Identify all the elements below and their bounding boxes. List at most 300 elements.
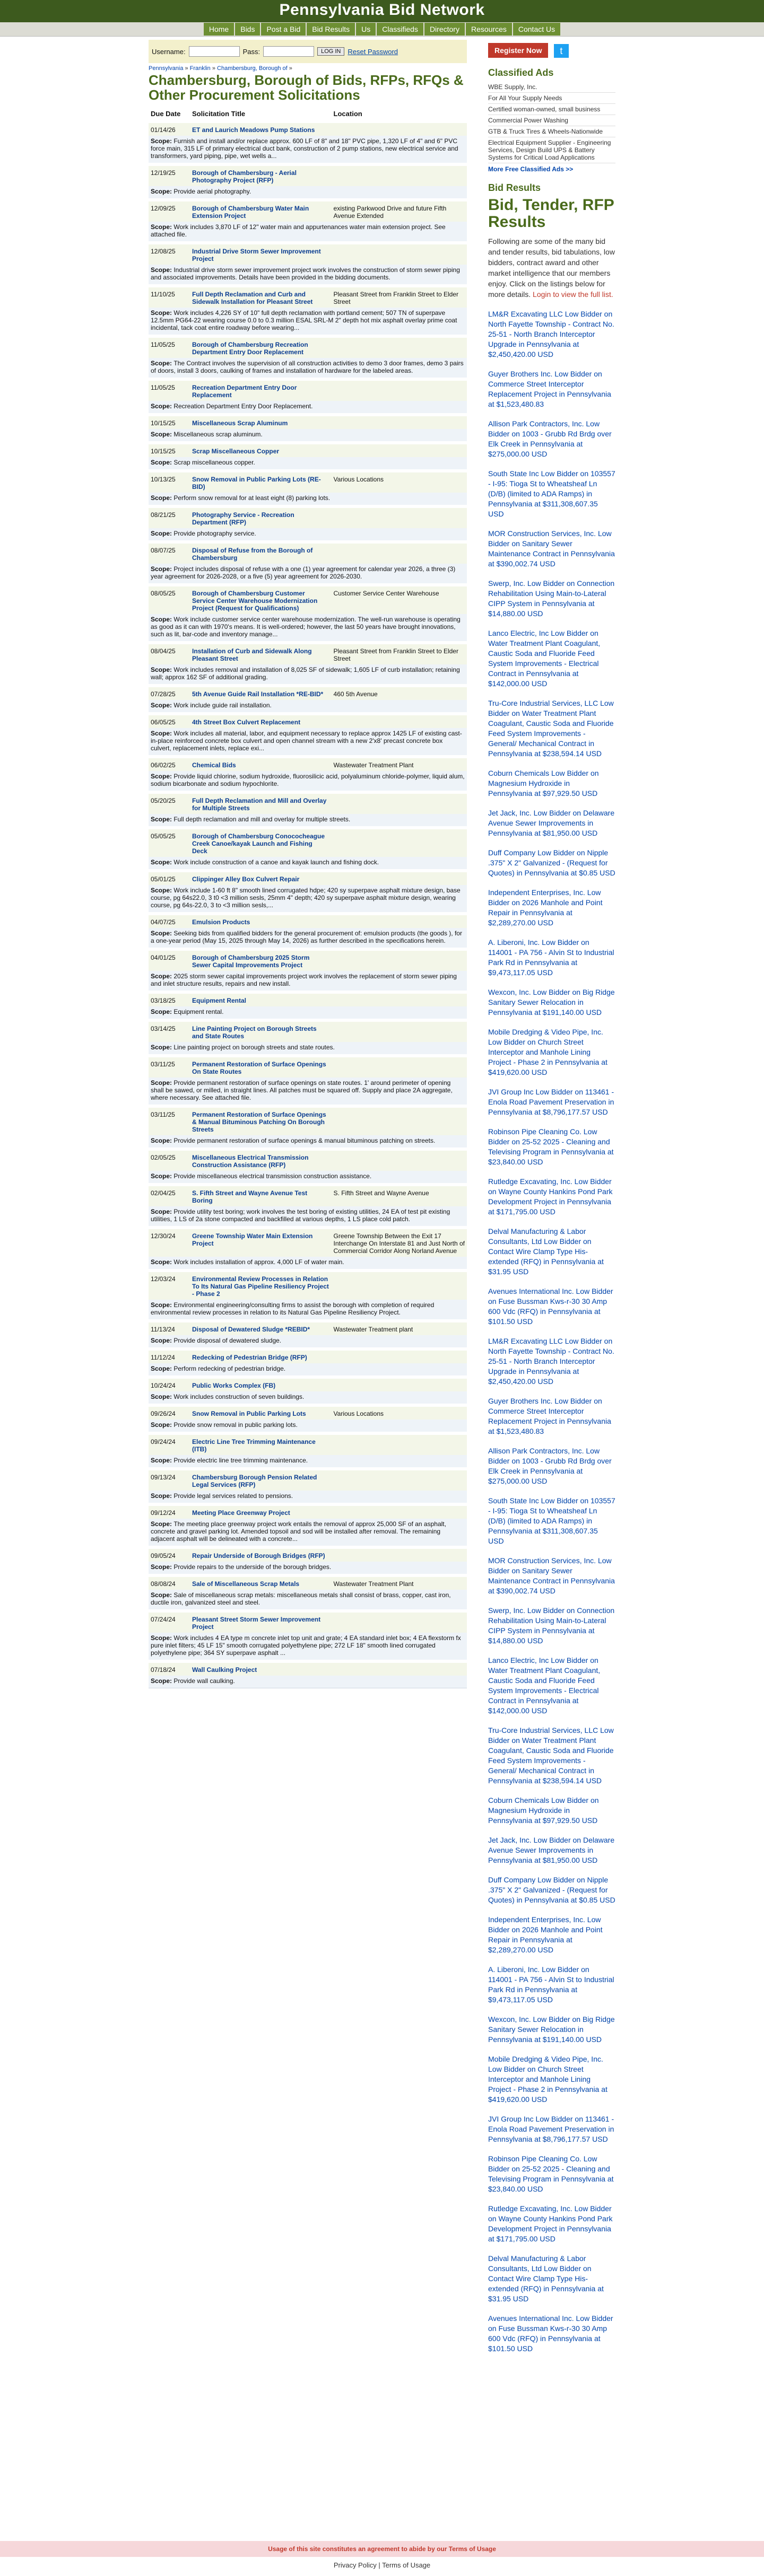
table-row <box>149 506 467 528</box>
classified-ad[interactable]: Electrical Equipment Supplier - Engineering Services, Design Build UPS & Battery Systems for Critical Load Applications <box>488 137 615 163</box>
main-column <box>149 37 467 1688</box>
scope-row <box>149 728 467 757</box>
table-row <box>149 949 467 971</box>
bid-result-item <box>488 2204 615 2244</box>
scope-cell <box>149 528 467 542</box>
solicitation-link[interactable]: Clippinger Alley Box Culvert Repair <box>192 875 300 883</box>
scope-label: Scope: <box>151 1337 174 1344</box>
table-row <box>149 1377 467 1391</box>
due-date: 12/09/25 <box>149 200 190 222</box>
due-date: 09/05/24 <box>149 1547 190 1562</box>
location: Wastewater Treatment Plant <box>332 757 467 771</box>
bid-result-link[interactable]: LM&R Excavating LLC Low Bidder on North Fayette Township - Contract No. 25-51 - North Branch Interceptor Upgrade in Pennsylvania at $2,450,420.00 USD <box>488 310 614 358</box>
scope-cell <box>149 1491 467 1504</box>
classified-ad[interactable]: Certified woman-owned, small business <box>488 104 615 115</box>
bid-result-link[interactable]: Tru-Core Industrial Services, LLC Low Bidder on Water Treatment Plant Coagulant, Caustic Soda and Fluoride Feed System Improvements - General/ Mechanical Contract in Pennsylvania at $238,594.14 USD <box>488 699 614 758</box>
table-row <box>149 1469 467 1491</box>
site-title[interactable]: Pennsylvania Bid Network <box>279 1 485 19</box>
scope-row <box>149 1391 467 1405</box>
bid-result-link[interactable]: South State Inc Low Bidder on 103557 - I-95: Tioga St to Wheatsheaf Ln (D/B) (limited to ADA Ramps) in Pennsylvania at $311,308,607.35 USD <box>488 469 615 518</box>
scope-text: Provide liquid chlorine, sodium hydroxide, fluorosilicic acid, polyaluminum chloride-polymer, liquid alum, sodium bicarbonate and sodium hypochlorite. <box>151 773 465 787</box>
nav-item[interactable]: Post a Bid <box>261 23 306 36</box>
table-row <box>149 542 467 564</box>
scope-cell <box>149 401 467 415</box>
solicitation-cell <box>190 585 332 614</box>
bid-result-link[interactable]: Wexcon, Inc. Low Bidder on Big Ridge Sanitary Sewer Relocation in Pennsylvania at $191,140.00 USD <box>488 988 615 1017</box>
solicitation-cell <box>190 871 332 885</box>
breadcrumb-item[interactable]: Franklin <box>189 65 211 72</box>
scope-cell <box>149 493 467 506</box>
scope-text: Perform redecking of pedestrian bridge. <box>173 1365 286 1372</box>
scope-label: Scope: <box>151 1677 174 1685</box>
breadcrumb-item[interactable]: Chambersburg, Borough of <box>217 65 288 72</box>
column-header-title: Solicitation Title <box>190 108 332 121</box>
username-label: Username: <box>152 47 186 56</box>
solicitation-link[interactable]: Equipment Rental <box>192 997 247 1004</box>
footer-links: Privacy Policy | Terms of Usage <box>333 2561 431 2569</box>
solicitation-link[interactable]: Chemical Bids <box>192 761 236 769</box>
scope-cell <box>149 358 467 379</box>
scope-cell <box>149 1420 467 1433</box>
scope-text: Seeking bids from qualified bidders for the general procurement of: emulsion products (the goods ), for a one-year period (May 15, 2025 through May 14, 2026) as further described in the specifications herein. <box>151 930 462 944</box>
bid-result-link[interactable]: Rutledge Excavating, Inc. Low Bidder on Wayne County Hankins Pond Park Development Project in Pennsylvania at $171,795.00 USD <box>488 2204 613 2243</box>
scope-cell <box>149 614 467 643</box>
solicitation-link[interactable]: Snow Removal in Public Parking Lots (RE-BID) <box>192 476 321 490</box>
bid-result-link[interactable]: JVI Group Inc Low Bidder on 113461 - Enola Road Pavement Preservation in Pennsylvania at $8,796,177.57 USD <box>488 1088 614 1116</box>
bid-result-link[interactable]: Jet Jack, Inc. Low Bidder on Delaware Avenue Sewer Improvements in Pennsylvania at $81,950.00 USD <box>488 1836 615 1864</box>
scope-label: Scope: <box>151 1457 174 1464</box>
location <box>332 1106 467 1135</box>
location <box>332 379 467 401</box>
scope-row <box>149 222 467 243</box>
solicitation-link[interactable]: Photography Service - Recreation Department (RFP) <box>192 511 294 526</box>
due-date: 12/30/24 <box>149 1228 190 1257</box>
scope-cell <box>149 1562 467 1575</box>
bid-result-link[interactable]: JVI Group Inc Low Bidder on 113461 - Enola Road Pavement Preservation in Pennsylvania at $8,796,177.57 USD <box>488 2115 614 2143</box>
solicitation-cell <box>190 121 332 136</box>
scope-row <box>149 1171 467 1185</box>
solicitation-cell <box>190 828 332 857</box>
scope-row <box>149 1562 467 1575</box>
solicitation-cell <box>190 1271 332 1300</box>
bid-result-item <box>488 1226 615 1277</box>
bid-result-link[interactable]: Avenues International Inc. Low Bidder on Fuse Bussman Kws-r-30 30 Amp 600 Vdc (RFQ) in Pennsylvania at $101.50 USD <box>488 1287 613 1326</box>
solicitation-link[interactable]: Meeting Place Greenway Project <box>192 1509 290 1517</box>
login-button[interactable]: LOG IN <box>317 47 344 56</box>
scope-row <box>149 857 467 871</box>
login-link[interactable]: Login to view the full list. <box>533 290 613 299</box>
due-date: 11/12/24 <box>149 1349 190 1363</box>
nav-item[interactable]: Bid Results <box>307 23 355 36</box>
scope-row <box>149 1335 467 1349</box>
bid-result-item <box>488 1915 615 1955</box>
solicitation-cell <box>190 336 332 358</box>
scope-cell <box>149 1519 467 1547</box>
bid-result-link[interactable]: Guyer Brothers Inc. Low Bidder on Commerce Street Interceptor Replacement Project in Pennsylvania at $1,523,480.83 <box>488 1397 611 1435</box>
nav-item[interactable]: Us <box>356 23 376 36</box>
bid-result-link[interactable]: Allison Park Contractors, Inc. Low Bidder on 1003 - Grubb Rd Brdg over Elk Creek in Pennsylvania at $275,000.00 USD <box>488 419 612 458</box>
scope-text: Provide permanent restoration of surface openings & manual bituminous patching on streets. <box>173 1137 436 1144</box>
bid-result-link[interactable]: Robinson Pipe Cleaning Co. Low Bidder on 25-52 2025 - Cleaning and Televising Program in Pennsylvania at $23,840.00 USD <box>488 1127 614 1166</box>
location: Greene Township Between the Exit 17 Interchange On Interstate 81 and Just North of Commercial Corridor Along Norland Avenue <box>332 1228 467 1257</box>
solicitation-link[interactable]: Snow Removal in Public Parking Lots <box>192 1410 306 1417</box>
solicitation-link[interactable]: Sale of Miscellaneous Scrap Metals <box>192 1580 300 1588</box>
bid-result-item <box>488 1286 615 1327</box>
table-row <box>149 336 467 358</box>
scope-text: Provide repairs to the underside of the borough bridges. <box>173 1563 332 1571</box>
solicitation-link[interactable]: Borough of Chambersburg - Aerial Photography Project (RFP) <box>192 169 297 184</box>
scope-text: Work includes all material, labor, and equipment necessary to replace approx 1425 LF of existing cast-in-place reinforced concrete box culvert and open channel stream with a new 2'x8' precast concrete box culvert, replacement inlets, replace exi... <box>151 730 462 752</box>
solicitation-link[interactable]: Public Works Complex (FB) <box>192 1382 276 1389</box>
bid-result-item <box>488 2054 615 2105</box>
scope-row <box>149 186 467 200</box>
due-date: 10/15/25 <box>149 443 190 457</box>
location: existing Parkwood Drive and future Fifth Avenue Extended <box>332 200 467 222</box>
nav-item[interactable]: Classifieds <box>377 23 423 36</box>
scope-label: Scope: <box>151 1258 174 1266</box>
reset-password-link[interactable]: Reset Password <box>348 47 398 56</box>
solicitation-cell <box>190 443 332 457</box>
scope-text: Provide aerial photography. <box>173 188 251 195</box>
scope-cell <box>149 136 467 164</box>
login-bar <box>149 40 467 63</box>
solicitation-link[interactable]: Chambersburg Borough Pension Related Legal Services (RFP) <box>192 1474 317 1488</box>
solicitation-link[interactable]: Wall Caulking Project <box>192 1666 257 1673</box>
due-date: 07/18/24 <box>149 1661 190 1676</box>
bid-result-item <box>488 1725 615 1786</box>
table-row <box>149 1056 467 1077</box>
bid-result-item <box>488 1965 615 2005</box>
nav-item[interactable]: Directory <box>424 23 465 36</box>
solicitation-link[interactable]: Repair Underside of Borough Bridges (RFP) <box>192 1552 325 1559</box>
solicitation-link[interactable]: Borough of Chambersburg 2025 Storm Sewer Capital Improvements Project <box>192 954 310 969</box>
location <box>332 792 467 814</box>
due-date: 06/02/25 <box>149 757 190 771</box>
bid-result-link[interactable]: Delval Manufacturing & Labor Consultants, Ltd Low Bidder on Contact Wire Clamp Type His-extended (RFQ) in Pennsylvania at $31.95 USD <box>488 1227 604 1276</box>
bid-result-link[interactable]: Swerp, Inc. Low Bidder on Connection Rehabilitation Using Main-to-Lateral CIPP System in Pennsylvania at $14,880.00 USD <box>488 579 615 618</box>
bid-result-item <box>488 1606 615 1646</box>
solicitation-link[interactable]: ET and Laurich Meadows Pump Stations <box>192 126 315 134</box>
solicitation-cell <box>190 1349 332 1363</box>
more-ads-link[interactable]: More Free Classified Ads >> <box>488 165 574 173</box>
bid-result-link[interactable]: Allison Park Contractors, Inc. Low Bidder on 1003 - Grubb Rd Brdg over Elk Creek in Pennsylvania at $275,000.00 USD <box>488 1447 612 1485</box>
solicitation-cell <box>190 1377 332 1391</box>
scope-label: Scope: <box>151 494 174 502</box>
bid-result-link[interactable]: Lanco Electric, Inc Low Bidder on Water Treatment Plant Coagulant, Caustic Soda and Fluoride Feed System Improvements - Electrical Contract in Pennsylvania at $142,000.00 USD <box>488 1656 601 1715</box>
table-row <box>149 471 467 493</box>
solicitation-cell <box>190 757 332 771</box>
scope-label: Scope: <box>151 887 174 894</box>
bid-result-item <box>488 1127 615 1167</box>
bid-result-item <box>488 1496 615 1546</box>
bid-result-link[interactable]: A. Liberoni, Inc. Low Bidder on 114001 - PA 756 - Alvin St to Industrial Park Rd in Pennsylvania at $9,473,117.05 USD <box>488 938 614 977</box>
solicitation-link[interactable]: Redecking of Pedestrian Bridge (RFP) <box>192 1354 307 1361</box>
scope-text: Equipment rental. <box>173 1008 224 1015</box>
nav-item[interactable]: Home <box>204 23 234 36</box>
table-row <box>149 585 467 614</box>
bid-result-link[interactable]: South State Inc Low Bidder on 103557 - I-95: Tioga St to Wheatsheaf Ln (D/B) (limited to ADA Ramps) in Pennsylvania at $311,308,607.35 USD <box>488 1496 615 1545</box>
solicitation-link[interactable]: Pleasant Street Storm Sewer Improvement Project <box>192 1616 321 1631</box>
scope-row <box>149 1420 467 1433</box>
solicitation-link[interactable]: Miscellaneous Electrical Transmission Construction Assistance (RFP) <box>192 1154 309 1169</box>
location <box>332 1271 467 1300</box>
solicitation-link[interactable]: S. Fifth Street and Wayne Avenue Test Boring <box>192 1189 308 1204</box>
solicitation-link[interactable]: Disposal of Refuse from the Borough of Chambersburg <box>192 547 313 562</box>
solicitation-link[interactable]: Borough of Chambersburg Recreation Department Entry Door Replacement <box>192 341 308 356</box>
scope-cell <box>149 771 467 792</box>
solicitation-link[interactable]: Permanent Restoration of Surface Openings & Manual Bituminous Patching On Borough Streets <box>192 1111 326 1133</box>
solicitation-cell <box>190 1661 332 1676</box>
solicitation-link[interactable]: Scrap Miscellaneous Copper <box>192 448 280 455</box>
scope-text: Perform snow removal for at least eight (8) parking lots. <box>173 494 331 502</box>
bid-result-link[interactable]: Coburn Chemicals Low Bidder on Magnesium Hydroxide in Pennsylvania at $97,929.50 USD <box>488 1796 599 1825</box>
scope-row <box>149 136 467 164</box>
solicitation-link[interactable]: Installation of Curb and Sidewalk Along Pleasant Street <box>192 647 312 662</box>
scope-text: Work include guide rail installation. <box>173 702 272 709</box>
scope-cell <box>149 1300 467 1321</box>
location: Various Locations <box>332 1405 467 1420</box>
scope-cell <box>149 222 467 243</box>
bid-result-link[interactable]: MOR Construction Services, Inc. Low Bidder on Sanitary Sewer Maintenance Contract in Pennsylvania at $390,002.74 USD <box>488 529 615 568</box>
scope-row <box>149 528 467 542</box>
table-row <box>149 1504 467 1519</box>
due-date: 07/28/25 <box>149 686 190 700</box>
solicitation-link[interactable]: Borough of Chambersburg Customer Service Center Warehouse Modernization Project (Request for Qualifications) <box>192 590 318 612</box>
location <box>332 871 467 885</box>
scope-label: Scope: <box>151 360 174 367</box>
due-date: 05/20/25 <box>149 792 190 814</box>
solicitation-link[interactable]: Borough of Chambersburg Water Main Extension Project <box>192 205 309 220</box>
solicitation-link[interactable]: Greene Township Water Main Extension Project <box>192 1232 313 1247</box>
scope-row <box>149 358 467 379</box>
solicitation-link[interactable]: Recreation Department Entry Door Replacement <box>192 384 297 399</box>
location <box>332 443 467 457</box>
bid-results-label: Bid Results <box>488 182 541 193</box>
bid-result-link[interactable]: Robinson Pipe Cleaning Co. Low Bidder on 25-52 2025 - Cleaning and Televising Program in Pennsylvania at $23,840.00 USD <box>488 2154 614 2193</box>
location <box>332 121 467 136</box>
bid-result-link[interactable]: Duff Company Low Bidder on Nipple .375" X 2" Galvanized - (Request for Quotes) in Pennsylvania at $0.85 USD <box>488 1876 615 1904</box>
table-row <box>149 1149 467 1171</box>
location: Pleasant Street from Franklin Street to Elder Street <box>332 643 467 664</box>
due-date: 04/07/25 <box>149 914 190 928</box>
scope-row <box>149 700 467 714</box>
scope-row <box>149 1135 467 1149</box>
bid-result-link[interactable]: A. Liberoni, Inc. Low Bidder on 114001 - PA 756 - Alvin St to Industrial Park Rd in Pennsylvania at $9,473,117.05 USD <box>488 1965 614 2004</box>
bid-result-item <box>488 2014 615 2045</box>
solicitation-cell <box>190 1106 332 1135</box>
location <box>332 542 467 564</box>
solicitation-link[interactable]: Disposal of Dewatered Sludge *REBID* <box>192 1326 310 1333</box>
table-row <box>149 243 467 265</box>
bid-result-link[interactable]: Mobile Dredging & Video Pipe, Inc. Low Bidder on Church Street Interceptor and Manhole Lining Project - Phase 2 in Pennsylvania at $419,620.00 USD <box>488 1028 607 1076</box>
scope-label: Scope: <box>151 1008 174 1015</box>
due-date: 06/05/25 <box>149 714 190 728</box>
bid-result-item <box>488 309 615 360</box>
bid-result-link[interactable]: Independent Enterprises, Inc. Low Bidder on 2026 Manhole and Point Repair in Pennsylvania at $2,289,270.00 USD <box>488 1915 603 1954</box>
scope-text: Environmental engineering/consulting firms to assist the borough with completion of required environmental review processes in relation to its Natural Gas Pipeline Resiliency Project. <box>151 1301 435 1316</box>
breadcrumb: Pennsylvania » Franklin » Chambersburg, Borough of » <box>149 65 292 72</box>
location <box>332 336 467 358</box>
solicitation-link[interactable]: Industrial Drive Storm Sewer Improvement Project <box>192 248 321 262</box>
privacy-policy-link[interactable]: Privacy Policy <box>333 2561 377 2569</box>
scope-cell <box>149 1676 467 1688</box>
scope-label: Scope: <box>151 402 174 410</box>
solicitation-cell <box>190 949 332 971</box>
scope-cell <box>149 885 467 914</box>
nav-item[interactable]: Bids <box>235 23 260 36</box>
bid-result-link[interactable]: Jet Jack, Inc. Low Bidder on Delaware Avenue Sewer Improvements in Pennsylvania at $81,950.00 USD <box>488 809 615 837</box>
table-row <box>149 1321 467 1335</box>
breadcrumb-item[interactable]: Pennsylvania <box>149 65 184 72</box>
username-input[interactable] <box>189 46 240 57</box>
solicitation-cell <box>190 792 332 814</box>
location <box>332 1377 467 1391</box>
solicitation-cell <box>190 1149 332 1171</box>
scope-cell <box>149 457 467 471</box>
bid-result-link[interactable]: Wexcon, Inc. Low Bidder on Big Ridge Sanitary Sewer Relocation in Pennsylvania at $191,140.00 USD <box>488 2015 615 2044</box>
due-date: 12/03/24 <box>149 1271 190 1300</box>
solicitation-link[interactable]: Electric Line Tree Trimming Maintenance (ITB) <box>192 1438 316 1453</box>
register-button[interactable]: Register Now <box>488 43 548 58</box>
scope-label: Scope: <box>151 530 174 537</box>
bid-result-link[interactable]: Tru-Core Industrial Services, LLC Low Bidder on Water Treatment Plant Coagulant, Caustic Soda and Fluoride Feed System Improvements - General/ Mechanical Contract in Pennsylvania at $238,594.14 USD <box>488 1726 614 1785</box>
scope-label: Scope: <box>151 1079 174 1087</box>
table-row <box>149 1106 467 1135</box>
due-date: 12/19/25 <box>149 164 190 186</box>
scope-label: Scope: <box>151 972 174 980</box>
scope-text: Full depth reclamation and mill and overlay for multiple streets. <box>173 816 351 823</box>
due-date: 02/05/25 <box>149 1149 190 1171</box>
solicitation-cell <box>190 1575 332 1590</box>
scope-text: 2025 storm sewer capital improvements project work involves the replacement of storm sewer piping and inlet structure results, repairs and new install. <box>151 972 457 987</box>
classified-ad[interactable]: Commercial Power Washing <box>488 115 615 126</box>
due-date: 09/13/24 <box>149 1469 190 1491</box>
classified-ad[interactable]: WBE Supply, Inc. <box>488 82 615 93</box>
scope-text: Industrial drive storm sewer improvement project work involves the construction of storm sewer piping and associated improvements. Details have been provided in the bidding documents. <box>151 266 460 281</box>
bid-result-link[interactable]: Mobile Dredging & Video Pipe, Inc. Low Bidder on Church Street Interceptor and Manhole Lining Project - Phase 2 in Pennsylvania at $419,620.00 USD <box>488 2055 607 2104</box>
scope-row <box>149 265 467 286</box>
table-row <box>149 914 467 928</box>
solicitation-link[interactable]: Environmental Review Processes in Relation To Its Natural Gas Pipeline Resiliency Project - Phase 2 <box>192 1275 329 1298</box>
password-input[interactable] <box>263 46 314 57</box>
location <box>332 828 467 857</box>
location <box>332 164 467 186</box>
location: 460 5th Avenue <box>332 686 467 700</box>
solicitation-cell <box>190 714 332 728</box>
bid-result-link[interactable]: MOR Construction Services, Inc. Low Bidder on Sanitary Sewer Maintenance Contract in Pennsylvania at $390,002.74 USD <box>488 1556 615 1595</box>
solicitation-link[interactable]: 4th Street Box Culvert Replacement <box>192 719 301 726</box>
scope-label: Scope: <box>151 459 174 466</box>
location <box>332 1056 467 1077</box>
scope-text: Recreation Department Entry Door Replacement. <box>173 402 313 410</box>
bid-result-link[interactable]: Independent Enterprises, Inc. Low Bidder on 2026 Manhole and Point Repair in Pennsylvania at $2,289,270.00 USD <box>488 888 603 927</box>
bid-result-item <box>488 1446 615 1486</box>
scope-text: Scrap miscellaneous copper. <box>173 459 255 466</box>
solicitation-link[interactable]: Borough of Chambersburg Conococheague Creek Canoe/kayak Launch and Fishing Deck <box>192 833 325 855</box>
due-date: 03/11/25 <box>149 1106 190 1135</box>
scope-row <box>149 814 467 828</box>
bid-result-link[interactable]: Guyer Brothers Inc. Low Bidder on Commerce Street Interceptor Replacement Project in Pennsylvania at $1,523,480.83 <box>488 370 611 408</box>
due-date: 08/21/25 <box>149 506 190 528</box>
solicitation-link[interactable]: Full Depth Reclamation and Mill and Overlay for Multiple Streets <box>192 797 327 812</box>
terms-of-usage-link[interactable]: Terms of Usage <box>382 2561 431 2569</box>
scope-text: Provide permanent restoration of surface openings on state routes. 1' around perimeter of opening shall be sawed, or milled, in straight lines. All patches must be squared off. Supply and place 2A aggregate, where necessary. See attached file. <box>151 1079 453 1101</box>
due-date: 09/26/24 <box>149 1405 190 1420</box>
bid-result-item <box>488 987 615 1018</box>
solicitation-link[interactable]: Line Painting Project on Borough Streets and State Routes <box>192 1025 317 1040</box>
bid-result-link[interactable]: Duff Company Low Bidder on Nipple .375" X 2" Galvanized - (Request for Quotes) in Pennsylvania at $0.85 USD <box>488 848 615 877</box>
table-row <box>149 1611 467 1633</box>
scope-label: Scope: <box>151 616 174 623</box>
solicitation-link[interactable]: 5th Avenue Guide Rail Installation *RE-BID* <box>192 690 324 698</box>
scope-row <box>149 429 467 443</box>
sidebar <box>488 37 615 2354</box>
scope-text: Provide photography service. <box>173 530 256 537</box>
solicitation-cell <box>190 243 332 265</box>
solicitation-cell <box>190 1228 332 1257</box>
solicitation-cell <box>190 914 332 928</box>
nav-item[interactable]: Contact Us <box>513 23 560 36</box>
bid-result-item <box>488 2314 615 2354</box>
table-row <box>149 1433 467 1455</box>
solicitation-link[interactable]: Miscellaneous Scrap Aluminum <box>192 419 288 427</box>
scope-cell <box>149 1590 467 1611</box>
bid-result-link[interactable]: Lanco Electric, Inc Low Bidder on Water Treatment Plant Coagulant, Caustic Soda and Fluoride Feed System Improvements - Electrical Contract in Pennsylvania at $142,000.00 USD <box>488 629 601 688</box>
table-row <box>149 200 467 222</box>
due-date: 12/08/25 <box>149 243 190 265</box>
pass-label: Pass: <box>242 47 261 56</box>
bid-result-link[interactable]: Coburn Chemicals Low Bidder on Magnesium Hydroxide in Pennsylvania at $97,929.50 USD <box>488 769 599 798</box>
solicitation-cell <box>190 1433 332 1455</box>
twitter-icon[interactable]: t <box>554 44 569 58</box>
scope-text: Work includes 4 EA type m concrete inlet top unit and grate; 4 EA standard inlet box; 4 EA flexstorm fx pure inlet filters; 45 LF 15" smooth corrugated polyethylene pipe; 272 LF 18" smooth lined corrugated polyethylene pipe; 364 SY superpave asphalt ... <box>151 1634 461 1657</box>
classified-ad[interactable]: GTB & Truck Tires & Wheels-Nationwide <box>488 126 615 137</box>
due-date: 10/24/24 <box>149 1377 190 1391</box>
scope-label: Scope: <box>151 930 174 937</box>
solicitation-cell <box>190 200 332 222</box>
solicitation-link[interactable]: Full Depth Reclamation and Curb and Sidewalk Installation for Pleasant Street <box>192 291 313 305</box>
bid-result-link[interactable]: Delval Manufacturing & Labor Consultants, Ltd Low Bidder on Contact Wire Clamp Type His-extended (RFQ) in Pennsylvania at $31.95 USD <box>488 2254 604 2303</box>
solicitation-cell <box>190 643 332 664</box>
scope-row <box>149 771 467 792</box>
bid-results-title: Bid, Tender, RFP Results <box>488 196 614 231</box>
solicitation-cell <box>190 506 332 528</box>
column-header-location: Location <box>332 108 467 121</box>
location <box>332 415 467 429</box>
nav-item[interactable]: Resources <box>466 23 512 36</box>
bid-result-item <box>488 768 615 799</box>
solicitation-cell <box>190 542 332 564</box>
bid-result-link[interactable]: Swerp, Inc. Low Bidder on Connection Rehabilitation Using Main-to-Lateral CIPP System in Pennsylvania at $14,880.00 USD <box>488 1606 615 1645</box>
bid-result-link[interactable]: Avenues International Inc. Low Bidder on Fuse Bussman Kws-r-30 30 Amp 600 Vdc (RFQ) in Pennsylvania at $101.50 USD <box>488 2314 613 2353</box>
solicitation-link[interactable]: Permanent Restoration of Surface Openings On State Routes <box>192 1061 326 1075</box>
bid-result-link[interactable]: Rutledge Excavating, Inc. Low Bidder on Wayne County Hankins Pond Park Development Project in Pennsylvania at $171,795.00 USD <box>488 1177 613 1216</box>
scope-row <box>149 1363 467 1377</box>
bid-result-link[interactable]: LM&R Excavating LLC Low Bidder on North Fayette Township - Contract No. 25-51 - North Branch Interceptor Upgrade in Pennsylvania at $2,450,420.00 USD <box>488 1337 614 1386</box>
scope-row <box>149 493 467 506</box>
solicitation-cell <box>190 1056 332 1077</box>
scope-text: Sale of miscellaneous scrap metals: miscellaneous metals shall consist of brass, copper, cast iron, ductile iron, galvanized steel and steel. <box>151 1591 451 1606</box>
scope-label: Scope: <box>151 1563 174 1571</box>
location <box>332 1469 467 1491</box>
solicitation-link[interactable]: Emulsion Products <box>192 918 250 926</box>
location <box>332 1547 467 1562</box>
table-row <box>149 871 467 885</box>
location <box>332 1433 467 1455</box>
scope-cell <box>149 1633 467 1661</box>
classified-ad[interactable]: For All Your Supply Needs <box>488 93 615 104</box>
scope-label: Scope: <box>151 1634 174 1642</box>
